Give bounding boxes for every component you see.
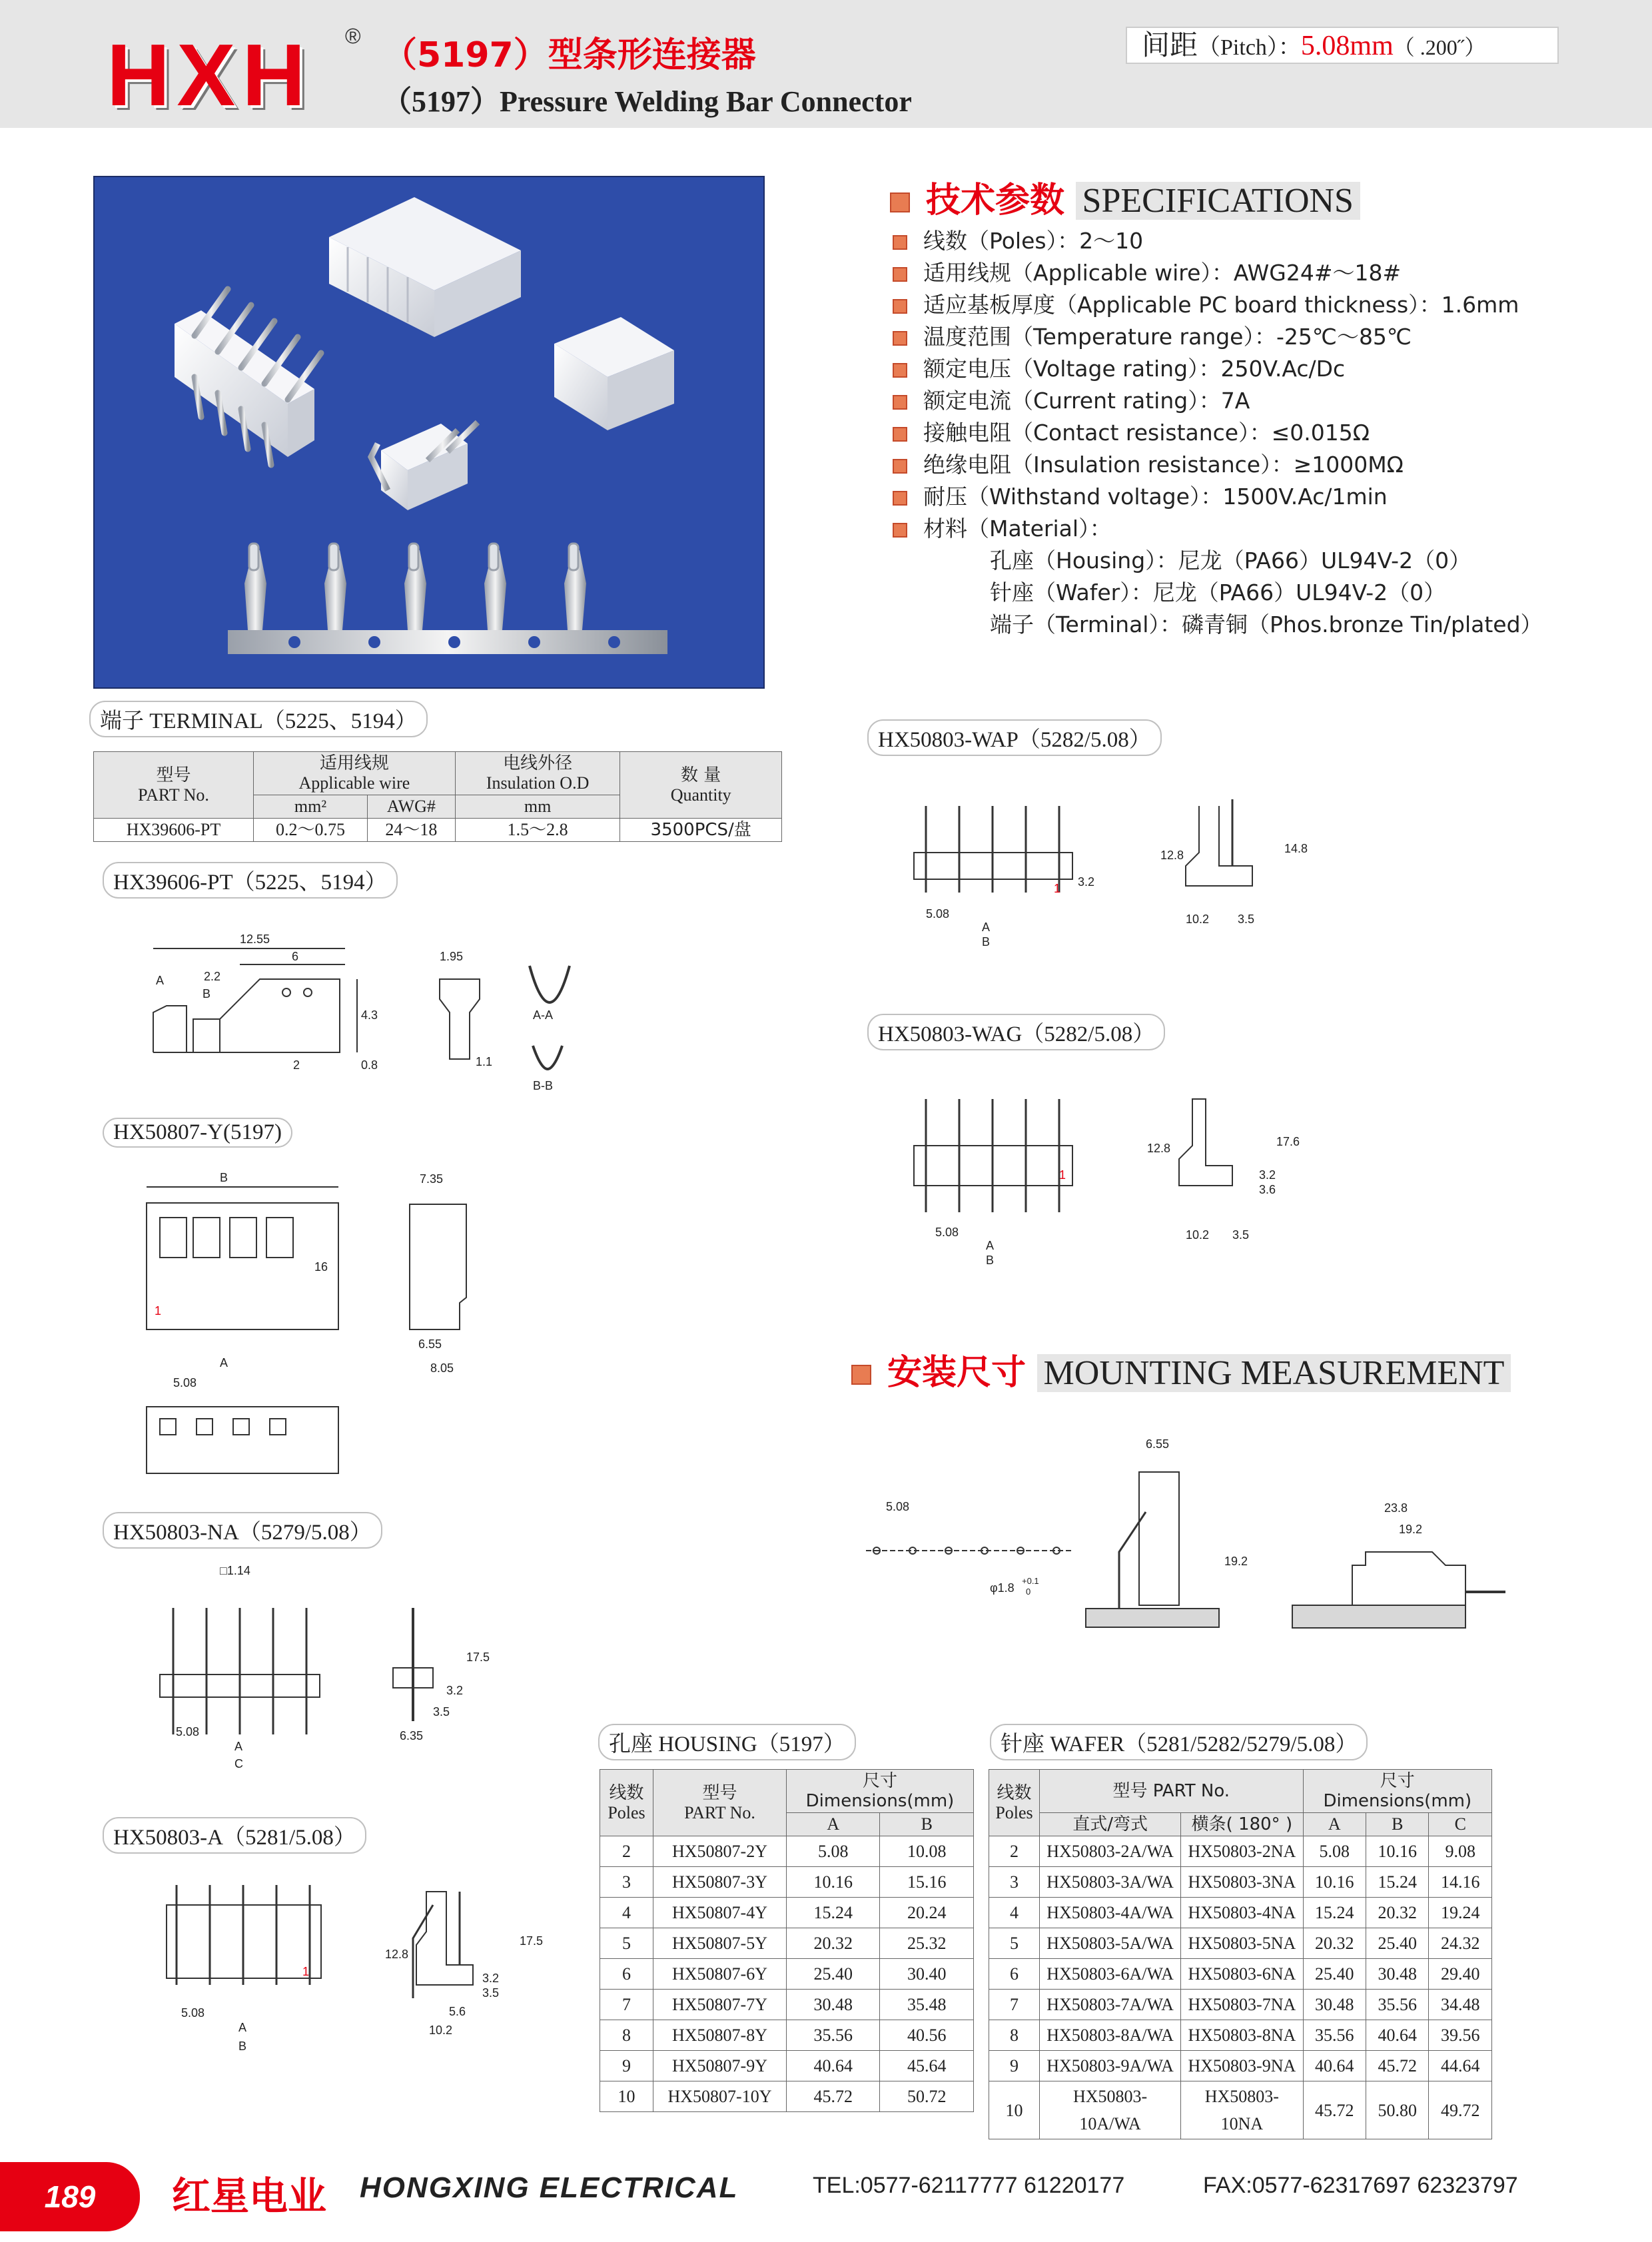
dim-label: □1.14	[220, 1564, 250, 1577]
table-row	[600, 1836, 974, 1867]
table-cell: HX50807-6Y	[653, 1959, 787, 1990]
table-row	[989, 2020, 1492, 2051]
table-cell: 10.08	[880, 1836, 974, 1867]
table-cell: 35.56	[787, 2020, 880, 2051]
brand-name-cn: 红星电业	[172, 2173, 327, 2219]
table-cell: HX50807-8Y	[653, 2020, 787, 2051]
dim-label: B	[986, 1254, 995, 1267]
table-cell: 10.16	[1366, 1836, 1429, 1867]
wafer-table-body	[989, 1836, 1492, 2139]
table-cell: HX39606-PT	[94, 819, 254, 842]
spec-text: 温度范围（Temperature range）：-25℃～85℃	[923, 324, 1412, 350]
dim-label: 3.6	[1259, 1183, 1276, 1196]
bullet-icon	[893, 491, 907, 506]
spec-row	[893, 257, 1543, 289]
table-cell: HX50807-3Y	[653, 1867, 787, 1898]
dim-label: A	[986, 1239, 995, 1252]
label-na: HX50803-NA（5279/5.08）	[103, 1512, 382, 1549]
dim-label: φ1.8	[990, 1581, 1015, 1595]
table-cell: 9	[600, 2051, 653, 2081]
dim-label: C	[234, 1757, 243, 1770]
table-cell: 25.40	[1303, 1959, 1366, 1990]
table-cell: 15.24	[787, 1898, 880, 1928]
dim-label: 10.2	[429, 2024, 453, 2037]
specs-list	[893, 225, 1543, 641]
table-header-row	[989, 1770, 1492, 1813]
dim-label: 4.3	[361, 1008, 378, 1022]
drawing-housing	[133, 1167, 506, 1487]
dim-label: 10.2	[1186, 1228, 1210, 1242]
label-a: HX50803-A（5281/5.08）	[103, 1817, 366, 1854]
pin1-mark: 1	[1059, 1168, 1066, 1182]
table-header-row	[94, 752, 782, 795]
dim-label: B	[220, 1171, 228, 1184]
table-cell: HX50803-4A/WA	[1040, 1898, 1181, 1928]
material-wafer: 针座（Wafer）：尼龙（PA66）UL94V-2（0）	[990, 579, 1446, 605]
table-cell: 29.40	[1429, 1959, 1492, 1990]
drawing-wafer-wap	[899, 786, 1326, 959]
spec-row	[893, 513, 1543, 545]
header-cell: C	[1429, 1813, 1492, 1836]
table-row	[600, 1928, 974, 1959]
table-row	[989, 1990, 1492, 2020]
registered-mark: ®	[345, 24, 361, 48]
table-cell: HX50807-2Y	[653, 1836, 787, 1867]
drawing-mounting	[859, 1432, 1525, 1672]
bullet-icon	[893, 427, 907, 442]
dim-label: 17.5	[520, 1934, 544, 1948]
table-cell: 30.48	[787, 1990, 880, 2020]
spec-text: 适用线规（Applicable wire）：AWG24#～18#	[923, 260, 1402, 286]
dim-label: 17.6	[1276, 1135, 1300, 1148]
label-wap: HX50803-WAP（5282/5.08）	[867, 719, 1162, 756]
table-cell: 7	[600, 1990, 653, 2020]
telephone: TEL:0577-62117777 61220177	[813, 2173, 1125, 2198]
table-cell: HX50803-9A/WA	[1040, 2051, 1181, 2081]
dim-label: 2	[293, 1058, 300, 1072]
pin1-mark: 1	[155, 1304, 162, 1317]
header-cell: A	[1303, 1813, 1366, 1836]
bullet-icon	[893, 299, 907, 314]
section-letter: A	[156, 974, 165, 987]
table-cell: HX50807-7Y	[653, 1990, 787, 2020]
dim-label: 5.08	[173, 1376, 197, 1389]
pitch-value: 5.08mm	[1300, 31, 1394, 61]
table-cell: 24～18	[368, 819, 456, 842]
table-cell: 10	[600, 2081, 653, 2112]
pitch-en: （Pitch）：	[1198, 35, 1301, 60]
table-row	[600, 1959, 974, 1990]
spec-text: 耐压（Withstand voltage）：1500V.Ac/1min	[923, 484, 1388, 510]
dim-label: A	[220, 1356, 228, 1369]
specs-heading	[890, 172, 1360, 222]
table-cell: 15.24	[1303, 1898, 1366, 1928]
table-cell: 9.08	[1429, 1836, 1492, 1867]
dim-label: 5.08	[181, 2006, 205, 2020]
table-row	[989, 1898, 1492, 1928]
table-cell: 10	[989, 2081, 1040, 2139]
table-cell: HX50803-7A/WA	[1040, 1990, 1181, 2020]
table-cell: HX50807-10Y	[653, 2081, 787, 2112]
dim-label: 23.8	[1384, 1501, 1408, 1515]
table-cell: HX50803-6NA	[1181, 1959, 1303, 1990]
unit-cell: AWG#	[368, 795, 456, 819]
dim-label: 0	[1026, 1587, 1031, 1597]
dim-label: A	[238, 2021, 247, 2034]
header-cell: B	[880, 1813, 974, 1836]
mounting-title-cn: 安装尺寸	[887, 1353, 1027, 1393]
spec-row	[893, 385, 1543, 417]
header-cell: 数 量	[681, 765, 721, 785]
table-cell: 25.40	[1366, 1928, 1429, 1959]
bullet-icon	[893, 459, 907, 474]
table-row	[600, 1867, 974, 1898]
spec-text: 绝缘电阻（Insulation resistance）：≥1000MΩ	[923, 452, 1404, 478]
fax: FAX:0577-62317697 62323797	[1203, 2173, 1518, 2198]
bullet-icon	[893, 331, 907, 346]
table-cell: 30.48	[1366, 1959, 1429, 1990]
dim-label: 0.8	[361, 1058, 378, 1072]
table-header-row	[989, 1813, 1492, 1836]
header-cell: 型号	[156, 765, 191, 785]
brand-logo: HXH	[107, 26, 312, 124]
unit-cell: mm²	[254, 795, 368, 819]
bullet-icon	[893, 523, 907, 538]
dim-label: 6.55	[1146, 1437, 1170, 1451]
table-cell: 5.08	[1303, 1836, 1366, 1867]
table-cell: HX50803-10NA	[1181, 2081, 1303, 2139]
table-cell: 7	[989, 1990, 1040, 2020]
table-cell: 1.5～2.8	[455, 819, 620, 842]
dim-label: 5.6	[449, 2005, 466, 2018]
header-cell: 线数	[609, 1782, 644, 1803]
title-chinese: （5197）型条形连接器	[382, 35, 756, 75]
table-cell: 0.2～0.75	[254, 819, 368, 842]
header-cell: 线数	[997, 1782, 1032, 1803]
dim-label: 12.55	[240, 933, 270, 946]
housing-table	[600, 1769, 974, 2112]
product-photo	[93, 176, 765, 689]
dim-label: 3.2	[1078, 875, 1095, 889]
label-y: HX50807-Y(5197)	[103, 1118, 292, 1148]
table-cell: 3	[989, 1867, 1040, 1898]
table-cell: HX50807-4Y	[653, 1898, 787, 1928]
brand-name-en: HONGXING ELECTRICAL	[360, 2171, 739, 2204]
header-cell: 横条( 180° )	[1181, 1813, 1303, 1836]
table-cell: 4	[600, 1898, 653, 1928]
dim-label: 1.95	[440, 950, 464, 963]
table-cell: HX50803-3A/WA	[1040, 1867, 1181, 1898]
spec-text: 额定电压（Voltage rating）：250V.Ac/Dc	[923, 356, 1346, 382]
header-cell: 电线外径	[503, 753, 573, 773]
table-cell: HX50803-9NA	[1181, 2051, 1303, 2081]
pitch-cn: 间距	[1142, 29, 1198, 61]
dim-label: 1.1	[476, 1055, 493, 1068]
table-header-row	[600, 1770, 974, 1813]
table-cell: 45.72	[787, 2081, 880, 2112]
spec-text: 适应基板厚度（Applicable PC board thickness）：1.6mm	[923, 292, 1519, 318]
table-cell: 25.32	[880, 1928, 974, 1959]
wafer-table	[989, 1769, 1492, 2139]
material-terminal: 端子（Terminal）：磷青铜（Phos.bronze Tin/plated）	[990, 611, 1543, 637]
spec-row	[893, 289, 1543, 321]
table-cell: 30.40	[880, 1959, 974, 1990]
table-cell: 19.24	[1429, 1898, 1492, 1928]
table-cell: 20.32	[787, 1928, 880, 1959]
header-cell: Quantity	[670, 785, 731, 805]
table-cell: 45.72	[1366, 2051, 1429, 2081]
drawing-terminal	[133, 926, 613, 1106]
spec-row	[893, 481, 1543, 513]
housing-label: 孔座 HOUSING（5197）	[598, 1724, 856, 1760]
dim-label: 16	[314, 1260, 328, 1274]
dim-label: 7.35	[420, 1172, 444, 1186]
table-cell: HX50803-6A/WA	[1040, 1959, 1181, 1990]
dim-label: 19.2	[1399, 1523, 1423, 1536]
header-cell: Poles	[995, 1802, 1033, 1822]
spec-row	[893, 321, 1543, 353]
dim-label: A	[234, 1740, 243, 1753]
table-row	[989, 2051, 1492, 2081]
header-cell: B	[1366, 1813, 1429, 1836]
table-cell: 3500PCS/盘	[620, 819, 782, 842]
label-pt: HX39606-PT（5225、5194）	[103, 862, 398, 899]
table-cell: 5.08	[787, 1836, 880, 1867]
drawing-wafer-wag	[899, 1079, 1326, 1279]
section-label: B-B	[533, 1079, 554, 1092]
header-cell: 型号	[702, 1782, 737, 1803]
bullet-icon	[893, 395, 907, 410]
table-row	[600, 1898, 974, 1928]
table-cell: 5	[989, 1928, 1040, 1959]
dim-label: 2.2	[204, 970, 221, 983]
spec-text: 线数（Poles）：2～10	[923, 228, 1144, 254]
dim-label: 3.5	[1232, 1228, 1250, 1242]
table-cell: 3	[600, 1867, 653, 1898]
dim-label: 3.2	[482, 1972, 500, 1985]
table-cell: 5	[600, 1928, 653, 1959]
wafer-photo	[175, 289, 321, 465]
bullet-icon	[890, 192, 910, 212]
table-cell: 34.48	[1429, 1990, 1492, 2020]
dim-label: 6	[292, 950, 299, 963]
dim-label: 6.55	[418, 1337, 442, 1351]
specs-title-cn: 技术参数	[926, 181, 1065, 220]
table-cell: 4	[989, 1898, 1040, 1928]
table-cell: 8	[989, 2020, 1040, 2051]
table-row	[600, 2020, 974, 2051]
table-cell: 30.48	[1303, 1990, 1366, 2020]
bullet-icon	[893, 267, 907, 282]
spec-row	[893, 225, 1543, 257]
table-row	[989, 2081, 1492, 2139]
dim-label: 5.08	[926, 907, 950, 921]
dim-label: 3.5	[433, 1705, 450, 1718]
spec-text: 材料（Material）：	[923, 516, 1112, 542]
header-cell: 尺寸Dimensions(mm)	[1303, 1770, 1491, 1813]
header-cell: 适用线规	[319, 753, 389, 773]
drawing-wafer-a	[133, 1865, 546, 2091]
table-cell: HX50803-8NA	[1181, 2020, 1303, 2051]
mounting-heading	[851, 1344, 1511, 1394]
table-cell: 35.56	[1303, 2020, 1366, 2051]
header-cell: PART No.	[684, 1802, 755, 1822]
table-cell: HX50803-8A/WA	[1040, 2020, 1181, 2051]
spec-text: 接触电阻（Contact resistance）：≤0.015Ω	[923, 420, 1370, 446]
table-cell: HX50803-2A/WA	[1040, 1836, 1181, 1867]
header-cell: 尺寸Dimensions(mm)	[787, 1770, 974, 1813]
terminal-label: 端子 TERMINAL（5225、5194）	[89, 701, 428, 737]
table-row	[600, 1990, 974, 2020]
table-cell: HX50803-10A/WA	[1040, 2081, 1181, 2139]
table-cell: 40.56	[880, 2020, 974, 2051]
table-cell: 6	[600, 1959, 653, 1990]
table-cell: 45.72	[1303, 2081, 1366, 2139]
dim-label: 10.2	[1186, 913, 1210, 926]
title-english: （5197）Pressure Welding Bar Connector	[382, 85, 912, 118]
pitch-box	[1126, 27, 1559, 64]
table-cell: HX50803-5NA	[1181, 1928, 1303, 1959]
section-letter: B	[203, 987, 211, 1000]
header-cell: Poles	[608, 1802, 645, 1822]
header-cell: 型号 PART No.	[1040, 1770, 1304, 1813]
table-cell: 35.48	[880, 1990, 974, 2020]
table-cell: 49.72	[1429, 2081, 1492, 2139]
dim-label: +0.1	[1022, 1576, 1039, 1586]
dim-label: 3.5	[1238, 913, 1255, 926]
table-cell: 50.72	[880, 2081, 974, 2112]
dim-label: 5.08	[176, 1725, 200, 1738]
table-row	[989, 1959, 1492, 1990]
table-cell: HX50803-7NA	[1181, 1990, 1303, 2020]
table-row	[600, 2081, 974, 2112]
header-cell: PART No.	[138, 785, 209, 805]
bullet-icon	[893, 363, 907, 378]
table-cell: 45.64	[880, 2051, 974, 2081]
header-cell: 直式/弯式	[1040, 1813, 1181, 1836]
table-cell: 24.32	[1429, 1928, 1492, 1959]
spec-row	[893, 353, 1543, 385]
table-cell: 9	[989, 2051, 1040, 2081]
section-label: A-A	[533, 1008, 554, 1022]
table-cell: 39.56	[1429, 2020, 1492, 2051]
table-cell: 20.24	[880, 1898, 974, 1928]
dim-label: 19.2	[1224, 1555, 1248, 1568]
table-row	[989, 1836, 1492, 1867]
table-cell: 2	[989, 1836, 1040, 1867]
bullet-icon	[893, 235, 907, 250]
header-cell: Applicable wire	[298, 773, 410, 793]
table-cell: HX50803-5A/WA	[1040, 1928, 1181, 1959]
terminal-table	[93, 751, 782, 842]
pin1-mark: 1	[1054, 882, 1061, 895]
header-cell: Insulation O.D	[486, 773, 590, 793]
table-cell: 6	[989, 1959, 1040, 1990]
small-housing-photo	[554, 317, 674, 430]
table-cell: 20.32	[1303, 1928, 1366, 1959]
table-cell: 40.64	[1303, 2051, 1366, 2081]
table-cell: HX50803-2NA	[1181, 1836, 1303, 1867]
drawing-wafer-na	[133, 1561, 506, 1788]
dim-label: A	[982, 921, 991, 934]
table-cell: 40.64	[787, 2051, 880, 2081]
table-row	[600, 2051, 974, 2081]
table-row	[989, 1928, 1492, 1959]
dim-label: 12.8	[1147, 1142, 1171, 1155]
dim-label: 5.08	[935, 1226, 959, 1239]
label-wag: HX50803-WAG（5282/5.08）	[867, 1014, 1165, 1050]
table-cell: HX50807-5Y	[653, 1928, 787, 1959]
table-cell: HX50807-9Y	[653, 2051, 787, 2081]
housing-table-body	[600, 1836, 974, 2112]
table-cell: 2	[600, 1836, 653, 1867]
material-housing: 孔座（Housing）：尼龙（PA66）UL94V-2（0）	[990, 548, 1471, 573]
spec-row	[893, 449, 1543, 481]
connector-photo-illustration	[95, 177, 765, 689]
table-cell: 15.24	[1366, 1867, 1429, 1898]
pin1-mark: 1	[302, 1965, 310, 1978]
table-cell: 10.16	[1303, 1867, 1366, 1898]
wafer-label: 针座 WAFER（5281/5282/5279/5.08）	[990, 1724, 1368, 1760]
table-cell: 15.16	[880, 1867, 974, 1898]
table-cell: HX50803-3NA	[1181, 1867, 1303, 1898]
table-row	[989, 1867, 1492, 1898]
bullet-icon	[851, 1365, 871, 1385]
table-cell: HX50803-4NA	[1181, 1898, 1303, 1928]
table-cell: 25.40	[787, 1959, 880, 1990]
dim-label: 12.8	[1160, 849, 1184, 862]
table-cell: 35.56	[1366, 1990, 1429, 2020]
dim-label: 3.5	[482, 1986, 500, 2000]
dim-label: B	[982, 935, 991, 948]
dim-label: 8.05	[430, 1361, 454, 1375]
dim-label: 3.2	[1259, 1168, 1276, 1182]
dim-label: 6.35	[400, 1729, 424, 1742]
dim-label: 14.8	[1284, 842, 1308, 855]
header-cell: A	[787, 1813, 880, 1836]
dim-label: 17.5	[466, 1651, 490, 1664]
specs-title-en: SPECIFICATIONS	[1076, 182, 1360, 220]
pitch-inch: （ .200˝）	[1393, 35, 1486, 59]
table-cell: 14.16	[1429, 1867, 1492, 1898]
table-cell: 50.80	[1366, 2081, 1429, 2139]
spec-row	[893, 417, 1543, 449]
dim-label: 3.2	[446, 1684, 464, 1697]
page-number: 189	[0, 2162, 140, 2231]
dim-label: 5.08	[886, 1500, 910, 1513]
table-row	[94, 819, 782, 842]
table-cell: 8	[600, 2020, 653, 2051]
table-cell: 44.64	[1429, 2051, 1492, 2081]
spec-text: 额定电流（Current rating）：7A	[923, 388, 1250, 414]
mounting-title-en: MOUNTING MEASUREMENT	[1037, 1354, 1511, 1392]
table-cell: 10.16	[787, 1867, 880, 1898]
housing-photo	[329, 197, 521, 337]
dim-label: 12.8	[385, 1948, 409, 1961]
unit-cell: mm	[455, 795, 620, 819]
table-cell: 40.64	[1366, 2020, 1429, 2051]
dim-label: B	[238, 2040, 247, 2053]
small-wafer-photo	[371, 422, 478, 510]
table-cell: 20.32	[1366, 1898, 1429, 1928]
terminal-strip-photo	[228, 544, 667, 654]
